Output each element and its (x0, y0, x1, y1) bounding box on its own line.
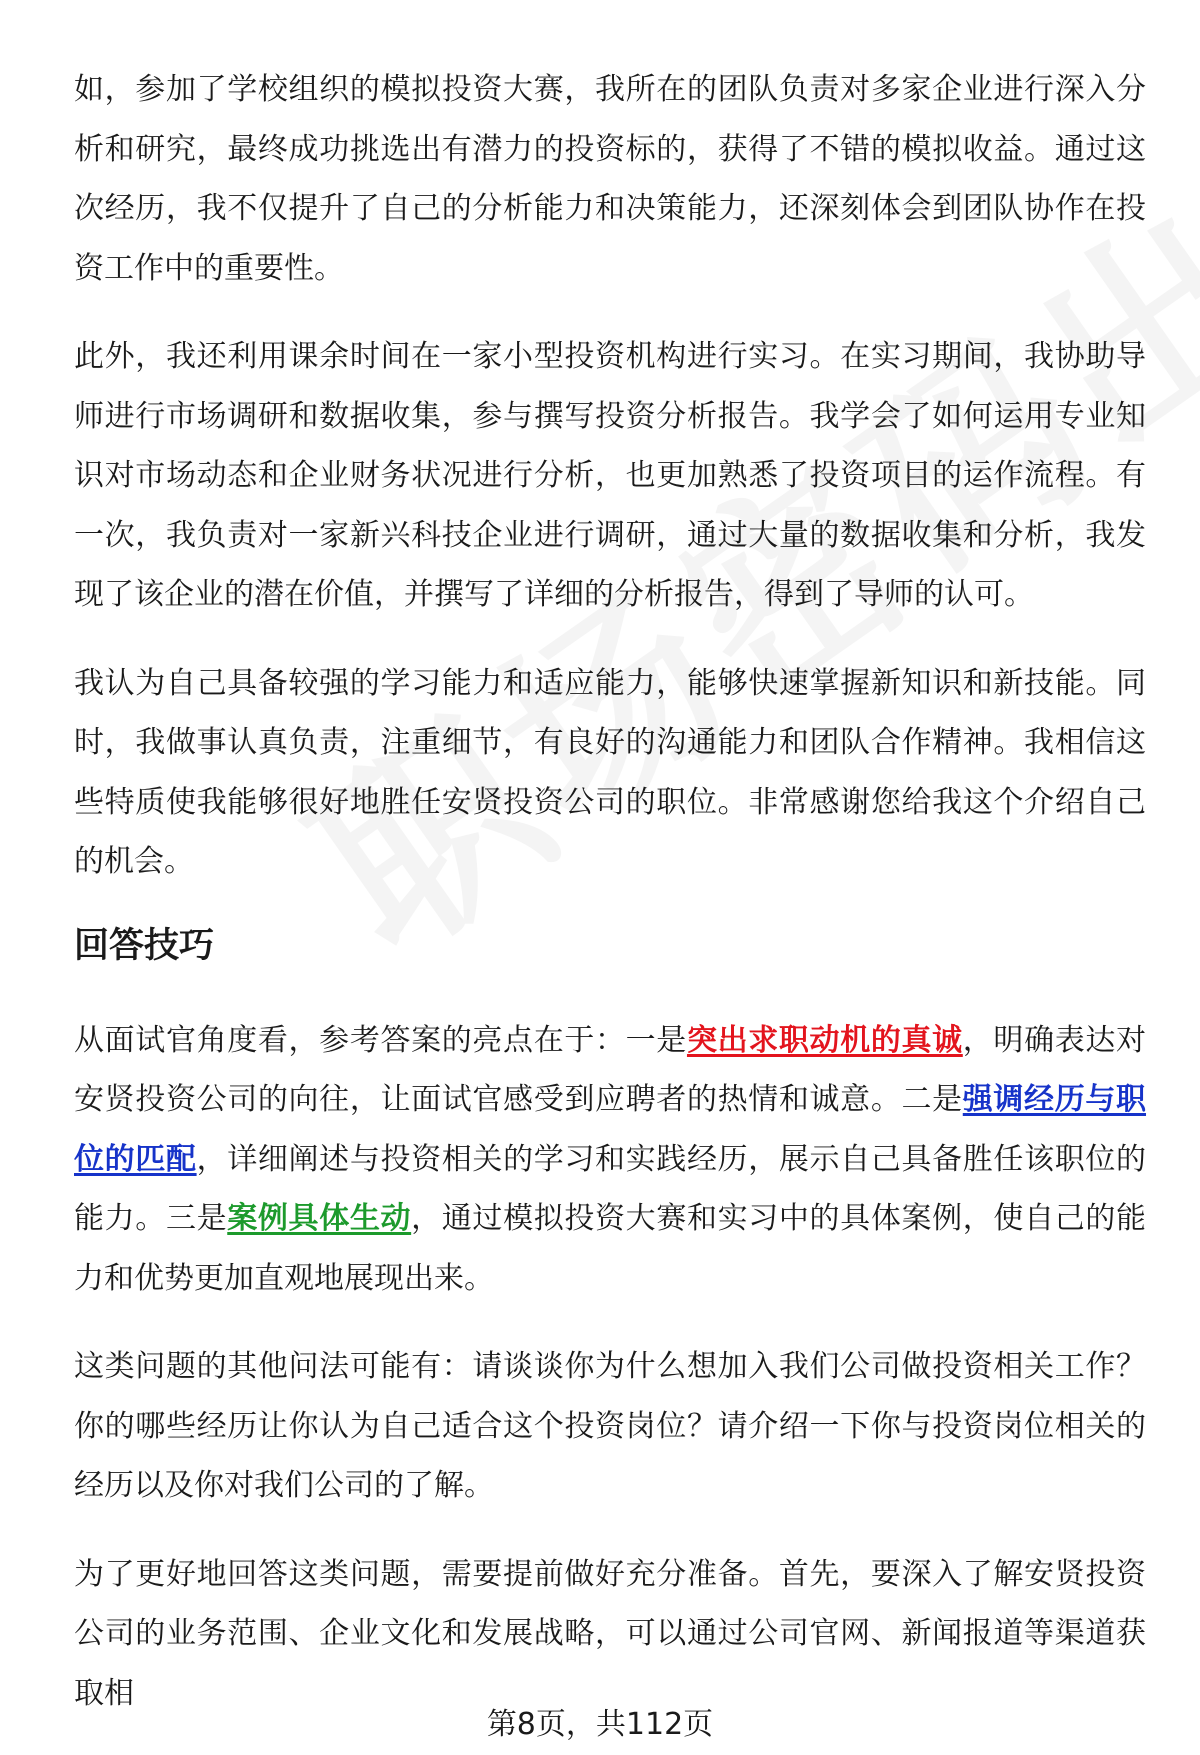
paragraph-4-text-1: 从面试官角度看，参考答案的亮点在于：一是 (74, 1022, 687, 1058)
section-heading: 回答技巧 (74, 925, 215, 966)
highlight-sincerity: 突出求职动机的真诚 (686, 1022, 963, 1058)
paragraph-6: 为了更好地回答这类问题，需要提前做好充分准备。首先，要深入了解安贤投资公司的业务范围、企业文化和发展战略，可以通过公司官网、新闻报道等渠道获取相 (74, 1556, 1146, 1711)
paragraph-1: 如，参加了学校组织的模拟投资大赛，我所在的团队负责对多家企业进行深入分析和研究，最终成功挑选出有潜力的投资标的，获得了不错的模拟收益。通过这次经历，我不仅提升了自己的分析能力和决策能力，还深刻体会到团队协作在投资工作中的重要性。 (74, 72, 1146, 286)
paragraph-3: 我认为自己具备较强的学习能力和适应能力，能够快速掌握新知识和新技能。同时，我做事认真负责，注重细节，有良好的沟通能力和团队合作精神。我相信这些特质使我能够很好地胜任安贤投资公司的职位。非常感谢您给我这个介绍自己的机会。 (74, 665, 1146, 879)
paragraph-5: 这类问题的其他问法可能有：请谈谈你为什么想加入我们公司做投资相关工作？你的哪些经历让你认为自己适合这个投资岗位？请介绍一下你与投资岗位相关的经历以及你对我们公司的了解。 (74, 1349, 1146, 1503)
highlight-match: 强调经历与职位的匹配 (74, 1082, 1147, 1177)
paragraph-4-text-2: ，明确表达对安贤投资公司的向往，让面试官感受到应聘者的热情和诚意。二是 (74, 1022, 1147, 1117)
paragraph-4 (74, 1011, 1146, 1309)
paragraph-4-text-4: ，通过模拟投资大赛和实习中的具体案例，使自己的能力和优势更加直观地展现出来。 (74, 1201, 1147, 1296)
document-body (74, 60, 1146, 1752)
page-number: 第8页，共112页 (486, 1707, 714, 1742)
highlight-cases: 案例具体生动 (227, 1201, 412, 1236)
paragraph-2: 此外，我还利用课余时间在一家小型投资机构进行实习。在实习期间，我协助导师进行市场调研和数据收集，参与撰写投资分析报告。我学会了如何运用专业知识对市场动态和企业财务状况进行分析，也更加熟悉了投资项目的运作流程。有一次，我负责对一家新兴科技企业进行调研，通过大量的数据收集和分析，我发现了该企业的潜在价值，并撰写了详细的分析报告，得到了导师的认可。 (74, 339, 1146, 612)
paragraph-4-text-3: ，详细阐述与投资相关的学习和实践经历，展示自己具备胜任该职位的能力。三是 (74, 1141, 1147, 1236)
